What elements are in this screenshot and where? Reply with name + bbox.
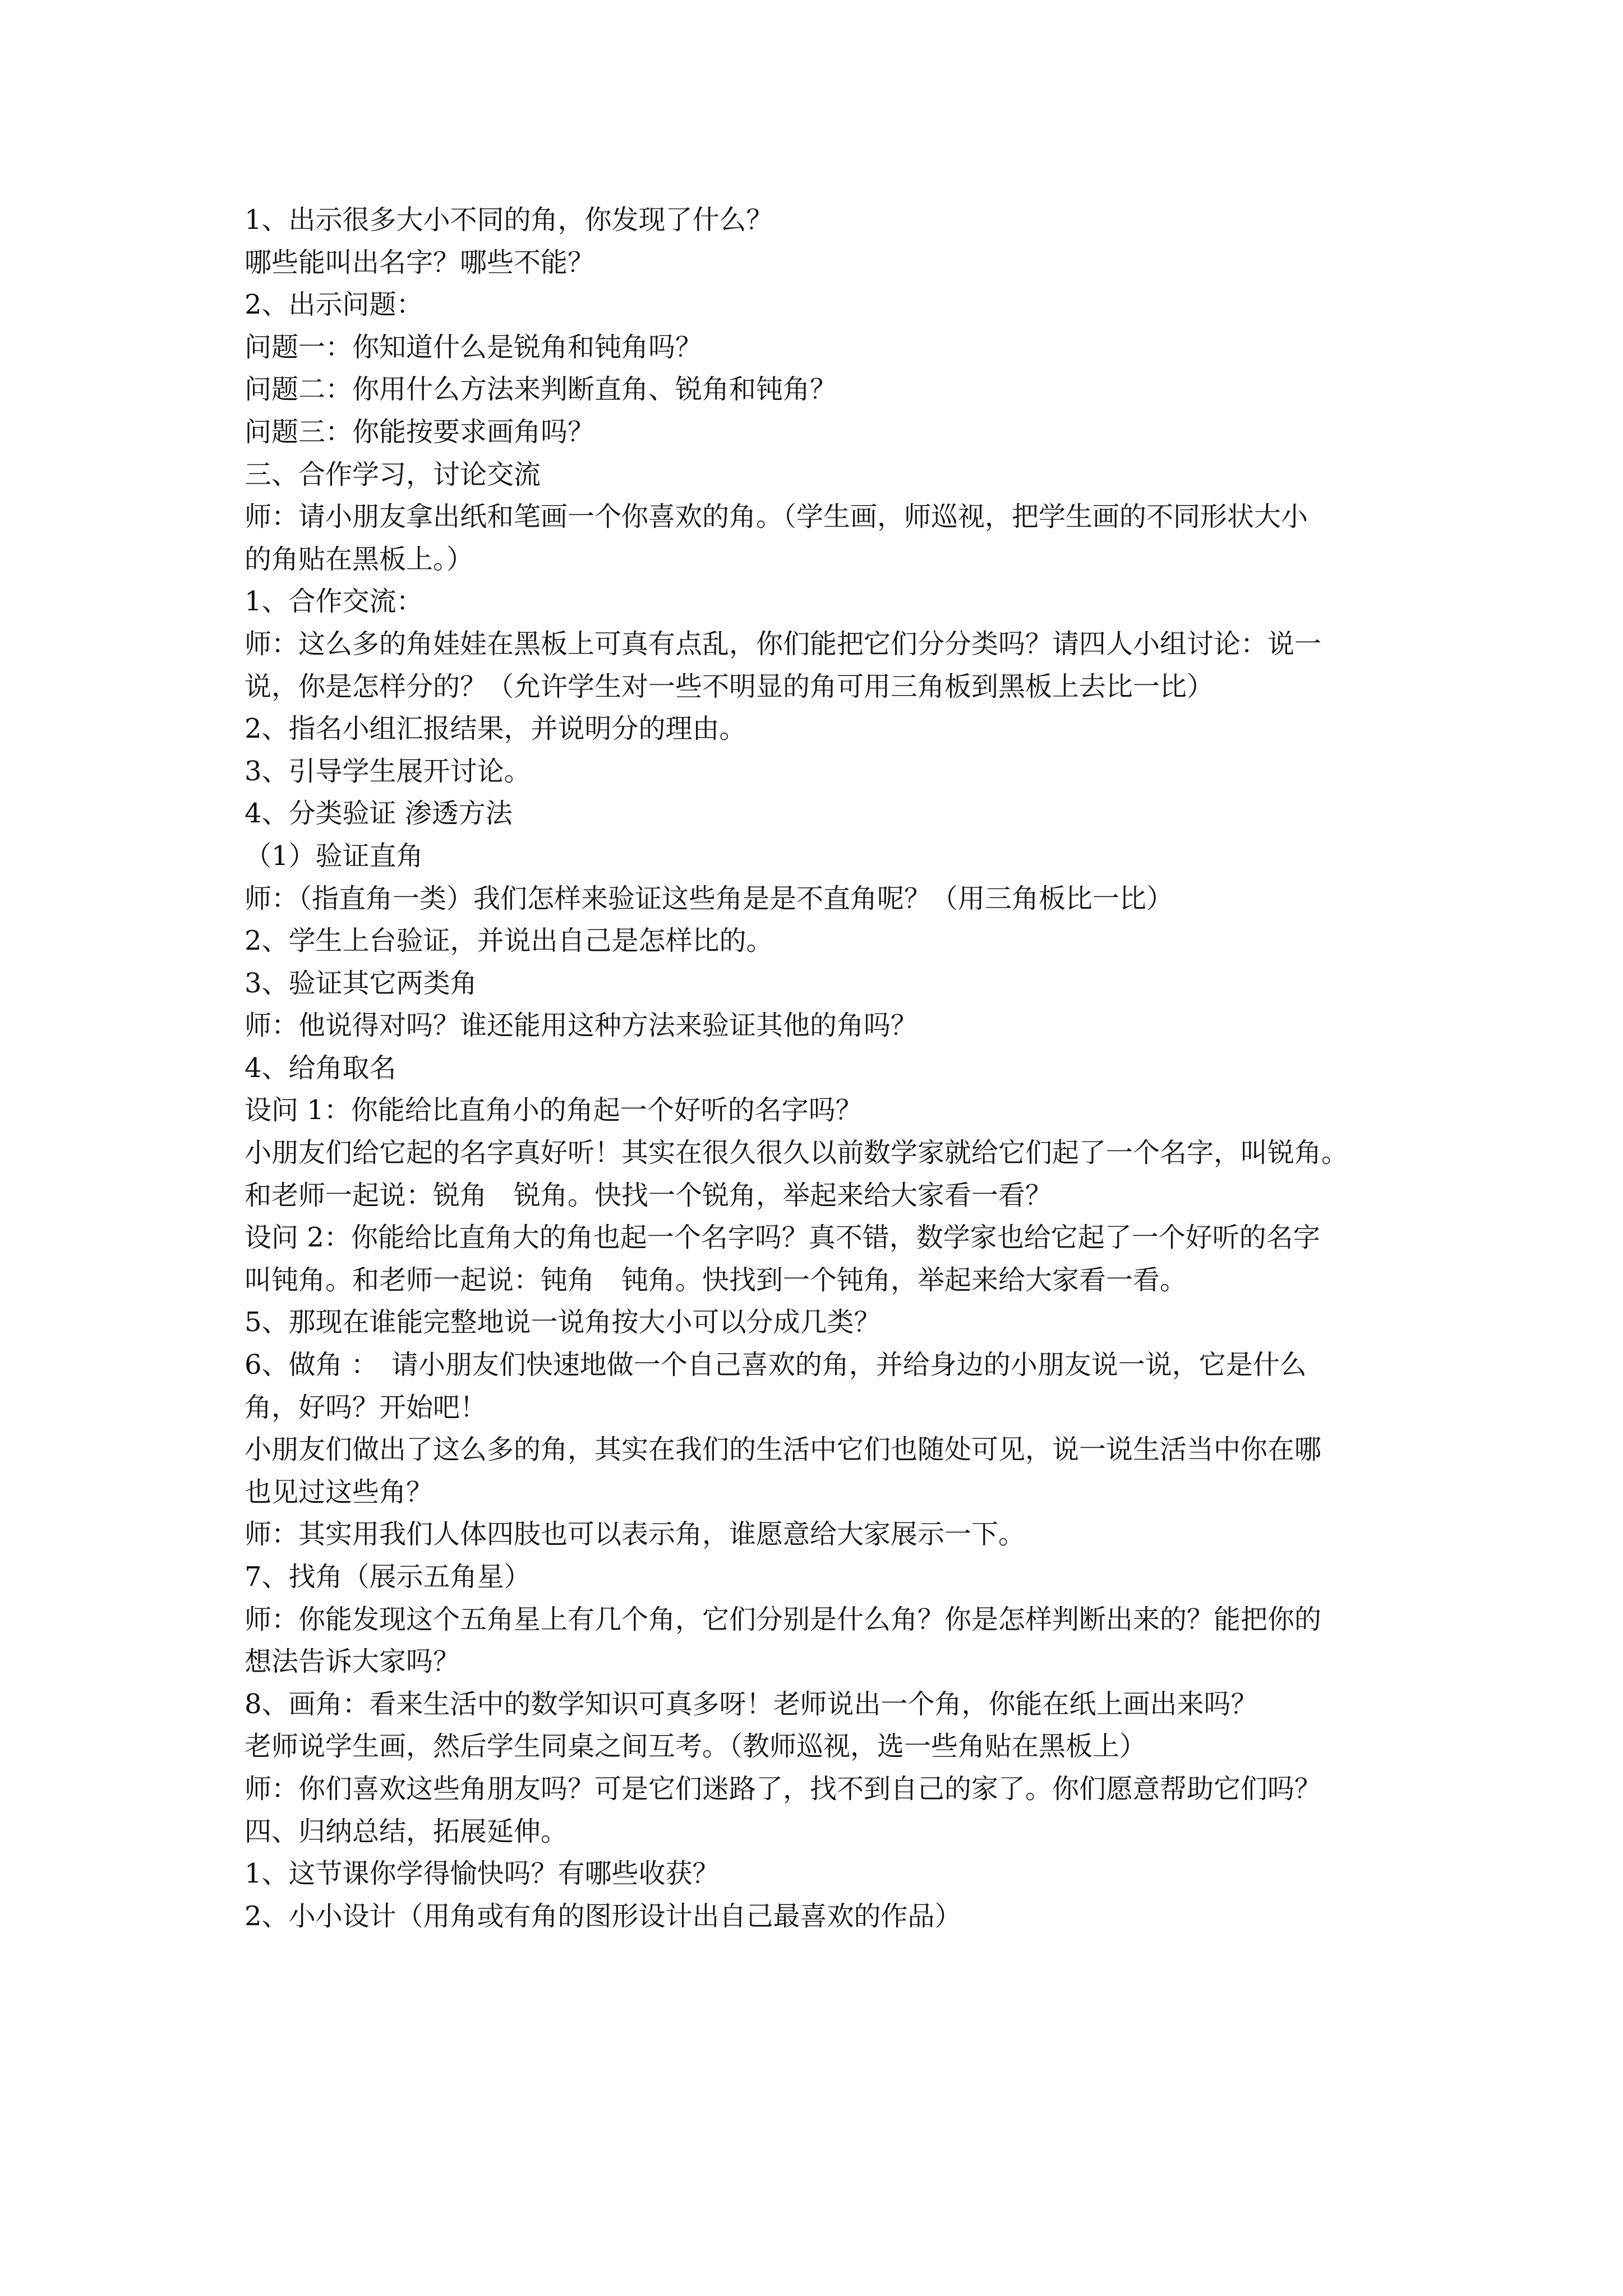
text-line: 设问 2：你能给比直角大的角也起一个名字吗？真不错，数学家也给它起了一个好听的名字 (245, 1222, 1320, 1254)
text-line: 设问 1：你能给比直角小的角起一个好听的名字吗？ (245, 1094, 863, 1126)
text-line: 也见过这些角？ (245, 1476, 434, 1508)
text-line: 想法告诉大家吗？ (245, 1646, 460, 1678)
text-line: 1、出示很多大小不同的角，你发现了什么？ (245, 204, 773, 236)
text-line: 3、验证其它两类角 (245, 967, 477, 999)
section-heading: 三、合作学习，讨论交流 (245, 458, 541, 490)
section-heading: 四、归纳总结，拓展延伸。 (245, 1815, 568, 1847)
text-line: 师：你能发现这个五角星上有几个角，它们分别是什么角？你是怎样判断出来的？能把你的 (245, 1603, 1322, 1635)
text-line: 角，好吗？开始吧！ (245, 1391, 487, 1423)
text-line: 师：请小朋友拿出纸和笔画一个你喜欢的角。（学生画，师巡视，把学生画的不同形状大小 (245, 501, 1308, 533)
text-line: 1、这节课你学得愉快吗？有哪些收获？ (245, 1858, 720, 1890)
text-line: 小朋友们给它起的名字真好听！其实在很久很久以前数学家就给它们起了一个名字，叫锐角。 (245, 1137, 1349, 1169)
text-line: （1）验证直角 (245, 840, 423, 872)
text-line: 1、合作交流： (245, 586, 423, 618)
text-line: 5、那现在谁能完整地说一说角按大小可以分成几类？ (245, 1306, 881, 1338)
text-line: 师：其实用我们人体四肢也可以表示角，谁愿意给大家展示一下。 (245, 1519, 1026, 1550)
text-line: 和老师一起说：锐角 锐角。快找一个锐角，举起来给大家看一看？ (245, 1179, 1053, 1211)
text-line: 哪些能叫出名字？哪些不能？ (245, 246, 595, 278)
text-line: 师：你们喜欢这些角朋友吗？可是它们迷路了，找不到自己的家了。你们愿意帮助它们吗？ (245, 1773, 1322, 1805)
text-line: 2、出示问题： (245, 289, 423, 321)
text-line: 问题一：你知道什么是锐角和钝角吗？ (245, 331, 703, 363)
text-line: 老师说学生画，然后学生同桌之间互考。（教师巡视，选一些角贴在黑板上） (245, 1731, 1147, 1763)
text-line: 叫钝角。和老师一起说：钝角 钝角。快找到一个钝角，举起来给大家看一看。 (245, 1264, 1187, 1296)
text-line: 问题二：你用什么方法来判断直角、锐角和钝角？ (245, 374, 837, 406)
text-line: 师：他说得对吗？谁还能用这种方法来验证其他的角吗？ (245, 1010, 918, 1042)
text-line: 2、学生上台验证，并说出自己是怎样比的。 (245, 925, 773, 957)
text-line: 问题三：你能按要求画角吗？ (245, 416, 595, 448)
text-line: 3、引导学生展开讨论。 (245, 755, 531, 787)
text-line: 6、做角 ： 请小朋友们快速地做一个自己喜欢的角，并给身边的小朋友说一说，它是什么 (245, 1349, 1307, 1381)
text-line: 说，你是怎样分的？（允许学生对一些不明显的角可用三角板到黑板上去比一比） (245, 670, 1214, 702)
text-line: 4、分类验证 渗透方法 (245, 798, 513, 830)
text-line: 4、给角取名 (245, 1052, 396, 1084)
text-line: 2、小小设计（用角或有角的图形设计出自己最喜欢的作品） (245, 1900, 962, 1932)
text-line: 师：（指直角一类）我们怎样来验证这些角是是不直角呢？（用三角板比一比） (245, 882, 1174, 914)
text-line: 8、画角：看来生活中的数学知识可真多呀！老师说出一个角，你能在纸上画出来吗？ (245, 1688, 1258, 1720)
text-line: 2、指名小组汇报结果，并说明分的理由。 (245, 713, 746, 745)
text-line: 的角贴在黑板上。） (245, 543, 474, 575)
document-body (245, 199, 1411, 1938)
text-line: 7、找角（展示五角星） (245, 1561, 531, 1593)
text-line: 小朋友们做出了这么多的角，其实在我们的生活中它们也随处可见，说一说生活当中你在哪 (245, 1434, 1322, 1466)
text-line: 师：这么多的角娃娃在黑板上可真有点乱，你们能把它们分分类吗？请四人小组讨论：说一 (245, 628, 1322, 660)
